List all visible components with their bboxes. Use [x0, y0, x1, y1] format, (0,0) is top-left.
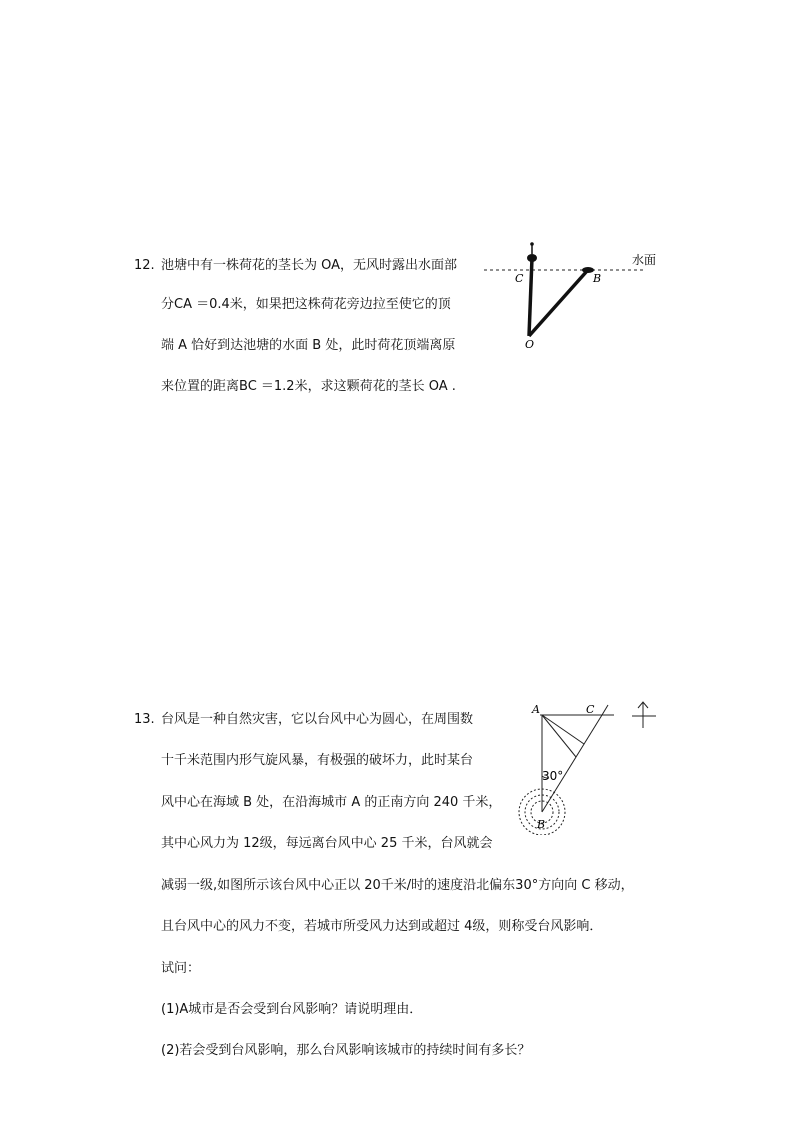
- water-label: 水面: [632, 253, 657, 267]
- perpendicular-line: [542, 715, 584, 744]
- problem-13-number: 13.: [134, 712, 155, 727]
- segment-1: [542, 715, 576, 757]
- problem-13-line-7: 试问：: [161, 961, 201, 976]
- label-b: B: [593, 272, 602, 285]
- problem-13-line-2: 十千米范围内形气旋风暴，有极强的破坏力，此时某台: [161, 753, 474, 768]
- stem-oa: [529, 258, 532, 336]
- problem-13-line-6: 且台风中心的风力不变，若城市所受风力达到或超过 4级，则称受台风影响．: [161, 919, 603, 934]
- lotus-flower-icon: [527, 242, 537, 262]
- problem-13-line-5: 减弱一级,如图所示该台风中心正以 20千米/时的速度沿北偏东30°方向向 C 移动，: [161, 878, 634, 893]
- problem-13-line-3: 风中心在海域 B 处，在沿海城市 A 的正南方向 240 千米，: [161, 795, 502, 810]
- problem-12-number: 12.: [134, 258, 155, 273]
- line-extension: [602, 705, 608, 715]
- problem-13-line-4: 其中心风力为 12级，每远离台风中心 25 千米，台风就会: [161, 836, 493, 851]
- lotus-diagram: [480, 236, 680, 356]
- label-c: C: [515, 272, 524, 285]
- label-b2: B: [537, 818, 546, 831]
- problem-12-line-2: 分CA ＝0.4米，如果把这株荷花旁边拉至使它的顶: [161, 297, 451, 312]
- problem-13-line-1: 台风是一种自然灾害，它以台风中心为圆心，在周围数: [161, 712, 474, 727]
- label-c2: C: [586, 703, 595, 716]
- typhoon-diagram: [512, 700, 672, 835]
- problem-12-line-3: 端 A 恰好到达池塘的水面 B 处，此时荷花顶端离原: [161, 338, 456, 353]
- north-arrow-icon: [632, 702, 656, 728]
- problem-13-line-9: (2)若会受到台风影响，那么台风影响该城市的持续时间有多长？: [161, 1043, 531, 1058]
- problem-13-line-8: (1)A城市是否会受到台风影响？请说明理由．: [161, 1002, 423, 1017]
- label-a: A: [532, 703, 540, 716]
- problem-12-line-4: 来位置的距离BC ＝1.2米，求这颗荷花的茎长 OA .: [161, 379, 456, 394]
- problem-12-line-1: 池塘中有一株荷花的茎长为 OA，无风时露出水面部: [161, 258, 458, 273]
- stem-ob: [529, 271, 587, 336]
- label-o: O: [525, 338, 535, 351]
- angle-label: 30°: [542, 769, 564, 783]
